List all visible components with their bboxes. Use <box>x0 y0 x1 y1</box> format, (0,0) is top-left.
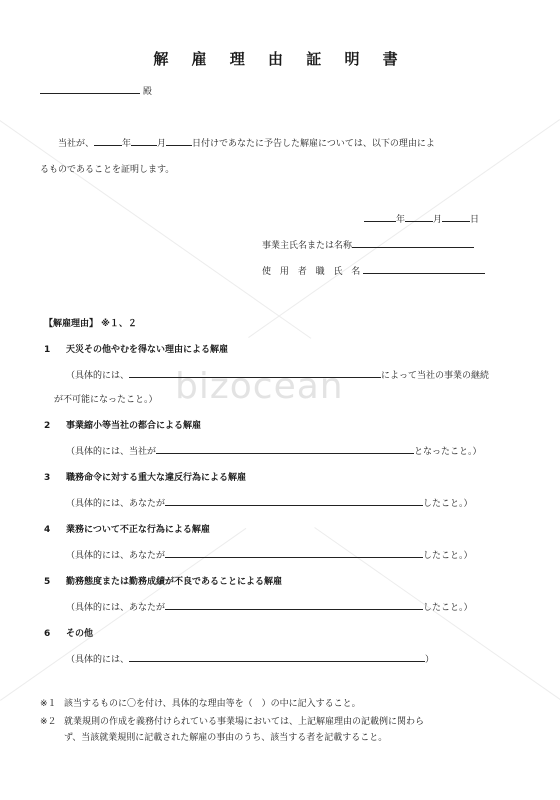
note-2-text: 就業規則の作成を義務付けられている事業場においては、上記解雇理由の記載例に関わら <box>64 717 425 727</box>
reason-3-detail <box>66 496 473 509</box>
date-day-blank <box>442 212 470 222</box>
reason-6-blank <box>129 652 425 662</box>
reason-3-title <box>44 470 246 483</box>
year-blank <box>94 136 122 146</box>
date-month-blank <box>405 212 433 222</box>
position-label: 使 用 者 職 氏 名 <box>262 267 364 277</box>
date-year: 年 <box>396 215 406 225</box>
document-title: 解 雇 理 由 証 明 書 <box>153 50 407 68</box>
reason-2-title <box>44 418 201 431</box>
reason-1-detail <box>66 368 489 381</box>
reason-1-number: 1 <box>44 345 51 355</box>
reason-1-title <box>44 342 228 355</box>
note-2 <box>40 714 424 727</box>
reason-6-prefix: （具体的には、 <box>66 655 130 665</box>
date-day: 日 <box>470 215 480 225</box>
reason-4-suffix: したこと。） <box>423 551 473 561</box>
intro-month: 月 <box>157 139 167 149</box>
note-1-mark: ※１ <box>40 699 57 709</box>
reason-4-title-text: 業務について不正な行為による解雇 <box>66 525 210 535</box>
intro-text-1: 当社が、 <box>58 139 95 149</box>
intro-line-1 <box>58 136 435 149</box>
reason-1-suffix: によって当社の事業の継続 <box>381 371 490 381</box>
reason-6-suffix: ） <box>425 655 435 665</box>
reason-5-number: 5 <box>44 577 51 587</box>
employer-row <box>262 238 474 251</box>
reason-4-number: 4 <box>44 525 51 535</box>
reason-4-prefix: （具体的には、あなたが <box>66 551 166 561</box>
intro-year: 年 <box>122 139 132 149</box>
reason-6-detail <box>66 652 434 665</box>
reason-3-title-text: 職務命令に対する重大な違反行為による解雇 <box>66 473 247 483</box>
day-blank <box>166 136 192 146</box>
reason-5-blank <box>165 600 423 610</box>
note-1-text: 該当するものに〇を付け、具体的な理由等を（ ）の中に記入すること。 <box>64 699 361 709</box>
reason-2-blank <box>156 444 414 454</box>
watermark-logo: bizocean <box>175 366 344 407</box>
position-blank <box>363 264 485 274</box>
reason-6-title <box>44 626 93 639</box>
addressee <box>40 84 152 97</box>
date-year-blank <box>364 212 396 222</box>
intro-text-2: 日付けであなたに予告した解雇については、以下の理由によ <box>192 139 435 149</box>
reason-1-title-text: 天災その他やむを得ない理由による解雇 <box>66 345 229 355</box>
addressee-blank <box>40 84 140 94</box>
note-2-mark: ※２ <box>40 717 57 727</box>
reason-3-number: 3 <box>44 473 51 483</box>
reason-4-title <box>44 522 210 535</box>
reasons-heading: 【解雇理由】 ※１、２ <box>44 319 137 329</box>
watermark-line-right <box>248 119 560 338</box>
date-block <box>364 212 479 225</box>
employer-label: 事業主氏名または名称 <box>262 241 353 251</box>
date-month: 月 <box>433 215 443 225</box>
reason-6-number: 6 <box>44 629 51 639</box>
addressee-suffix: 殿 <box>142 87 152 97</box>
intro-line-2: るものであることを証明します。 <box>40 165 175 175</box>
reason-4-blank <box>165 548 423 558</box>
watermark-line-left <box>0 120 311 339</box>
reason-3-prefix: （具体的には、あなたが <box>66 499 166 509</box>
position-row <box>262 264 485 277</box>
reason-2-title-text: 事業縮小等当社の都合による解雇 <box>66 421 202 431</box>
reason-1-detail-line2: が不可能になったこと。） <box>54 395 158 405</box>
note-2-line2: ず、当該就業規則に記載された解雇の事由のうち、該当する者を記載すること。 <box>64 733 388 743</box>
reason-1-blank <box>129 368 381 378</box>
note-1 <box>40 696 361 709</box>
reason-4-detail <box>66 548 473 561</box>
reason-3-blank <box>165 496 423 506</box>
reason-6-title-text: その他 <box>66 629 94 639</box>
reason-2-detail <box>66 444 482 457</box>
reason-2-prefix: （具体的には、当社が <box>66 447 157 457</box>
reason-5-title <box>44 574 282 587</box>
reason-5-detail <box>66 600 473 613</box>
employer-blank <box>352 238 474 248</box>
reason-3-suffix: したこと。） <box>423 499 473 509</box>
month-blank <box>131 136 157 146</box>
reason-5-prefix: （具体的には、あなたが <box>66 603 166 613</box>
reason-5-title-text: 勤務態度または勤務成績が不良であることによる解雇 <box>66 577 283 587</box>
reason-5-suffix: したこと。） <box>423 603 473 613</box>
reason-2-number: 2 <box>44 421 51 431</box>
reason-2-suffix: となったこと。） <box>414 447 482 457</box>
reason-1-prefix: （具体的には、 <box>66 371 130 381</box>
